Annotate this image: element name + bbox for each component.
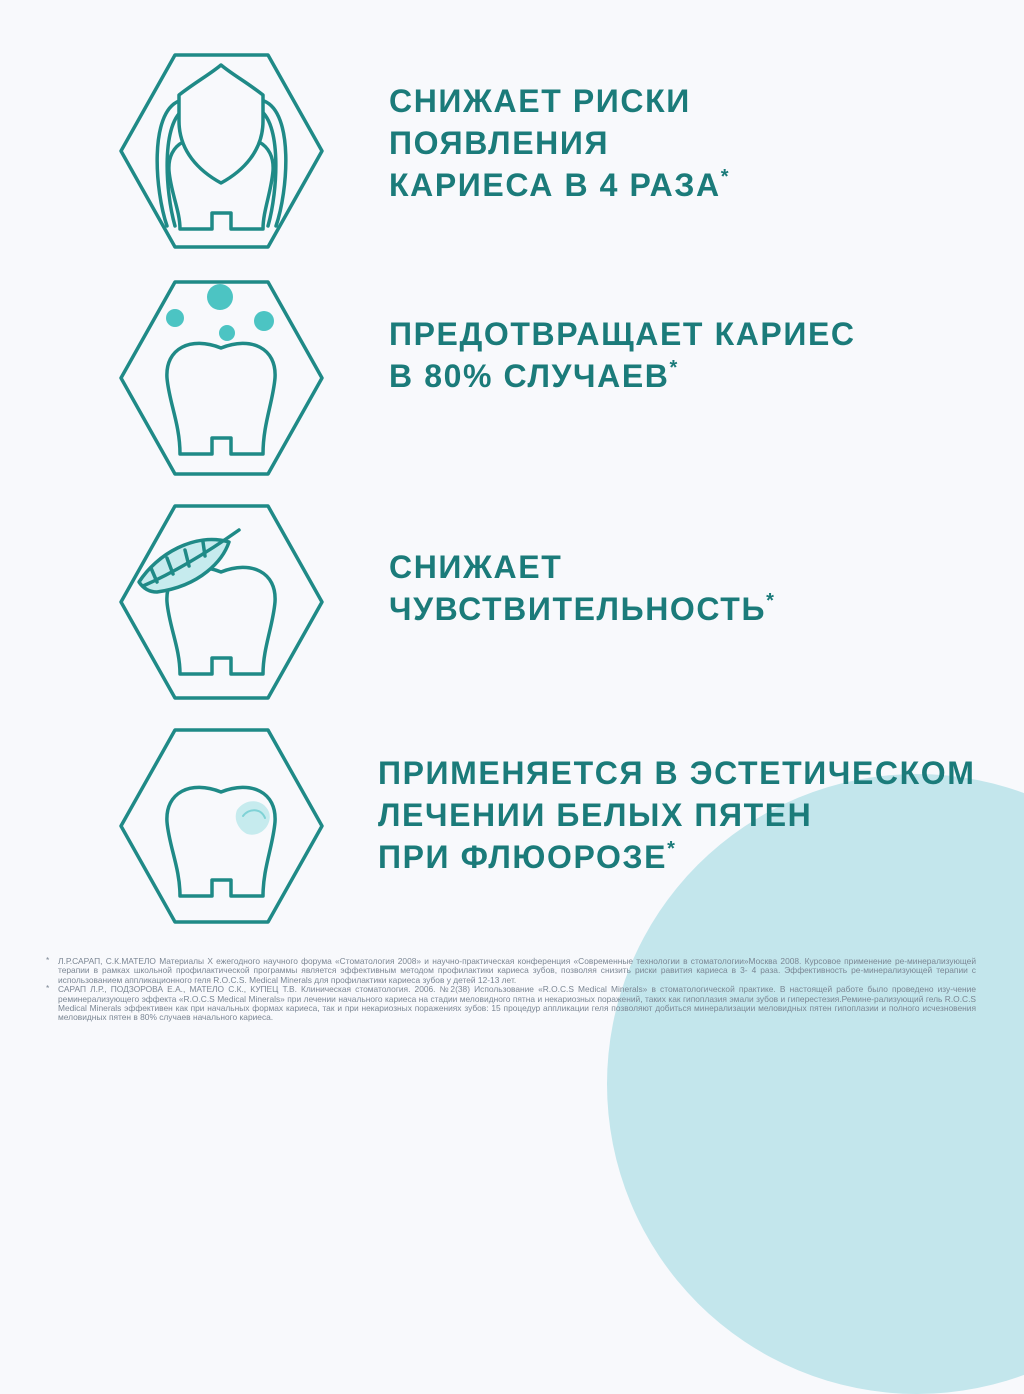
footnote-text: САРАП Л.Р., ПОДЗОРОВА Е.А., МАТЕЛО С.К., КУПЕЦ Т.В. Клиническая стоматология. 2006. №2(38) Использование «R.O.C.S Medical Minerals» в стоматологической практике. В настоящей работе было проведено изу-чение реминерализующего эффекта «R.O.C.S Medical Minerals» при лечении начального кариеса на стадии меловидного пятна и некариозных поражений, таких как гипоплазия эмали зубов и гиперестезия.Ремине-рализующий гель R.O.C.S Medical Minerals эффективен как при начальных формах кариеса, так и при некариозных поражениях зубов: 15 процедур аппликации геля позволяют добиться минерализации меловидных пятен гипоплазии и полного исчезновения меловидных пятен в 80% случаев начального кариеса. <box>58 984 976 1023</box>
tooth-white-spot-icon <box>117 726 326 926</box>
footnotes <box>46 957 976 1023</box>
footnote-text: Л.Р.САРАП, С.К.МАТЕЛО Материалы X ежегодного научного форума «Стоматология 2008» и научно-практическая конференция «Современные технологии в стоматологии»Москва 2008. Курсовое применение ре-минерализующей терапии в рамках школьной профилактической программы является эффективным методом профилактики кариеса зубов, позволяя снизить риски равития кариеса в 3- 4 раза. Эффективность ре-минерализующей терапии с использованием аппликационного геля R.O.C.S. Medical Minerals для профилактики кариеса зубов у детей 12-13 лет. <box>58 956 976 985</box>
footnote <box>46 985 976 1023</box>
tooth-dots-icon <box>117 278 326 478</box>
feature-aesthetic-treatment-text: ПРИМЕНЯЕТСЯ В ЭСТЕТИЧЕСКОМ ЛЕЧЕНИИ БЕЛЫХ ПЯТЕН ПРИ ФЛЮОРОЗЕ* <box>378 755 976 875</box>
tooth-feather-icon <box>117 502 326 702</box>
footnote <box>46 957 976 985</box>
feature-caries-prevention-text: ПРЕДОТВРАЩАЕТ КАРИЕС В 80% СЛУЧАЕВ* <box>389 316 856 394</box>
feature-caries-risk-text: СНИЖАЕТ РИСКИ ПОЯВЛЕНИЯ КАРИЕСА В 4 РАЗА* <box>389 83 729 203</box>
tooth-shield-icon <box>117 51 326 251</box>
footnote-mark: * <box>46 983 50 994</box>
footnote-mark: * <box>46 955 50 965</box>
feature-sensitivity-text: СНИЖАЕТ ЧУВСТВИТЕЛЬНОСТЬ* <box>389 549 774 627</box>
